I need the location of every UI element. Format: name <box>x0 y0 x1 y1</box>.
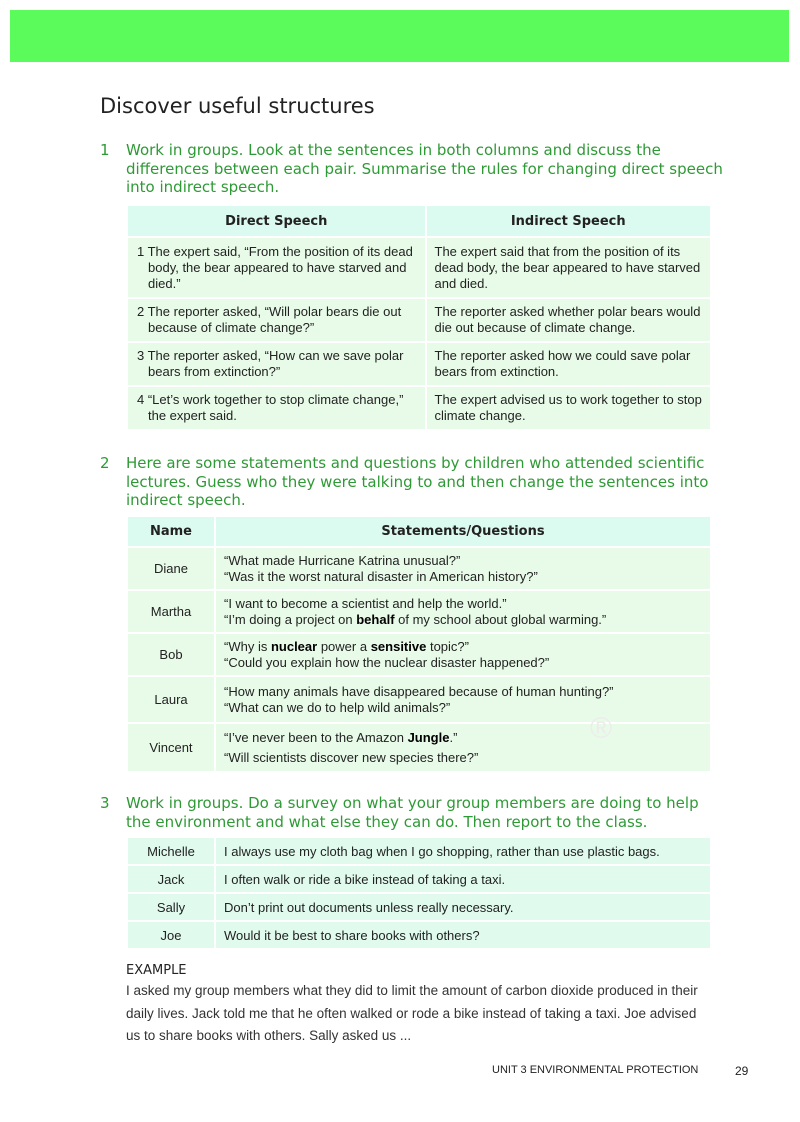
table-row <box>128 866 710 892</box>
task-3-instruction: Work in groups. Do a survey on what your group members are doing to help the environment and what else they can do. Then report to the class. <box>126 794 699 831</box>
table-header-row <box>128 206 710 236</box>
statement-line: “I want to become a scientist and help the world.” <box>224 595 507 611</box>
table-row <box>128 343 710 385</box>
member-name: Michelle <box>128 838 214 864</box>
table-row <box>128 387 710 429</box>
task-3-number: 3 <box>100 794 110 812</box>
vocabulary-word: Jungle <box>407 729 450 745</box>
direct-speech-cell: 1 The expert said, “From the position of its dead body, the bear appeared to have starved and died.” <box>128 238 425 297</box>
survey-table <box>126 836 712 950</box>
vocabulary-word: sensitive <box>370 638 427 654</box>
table-row <box>128 238 710 297</box>
task-2-instruction: Here are some statements and questions by children who attended scientific lectures. Guess who they were talking to and then change the sentences into indirect speech. <box>126 454 709 509</box>
statement-cell <box>216 634 710 675</box>
indirect-speech-cell: The reporter asked whether polar bears would die out because of climate change. <box>427 299 711 341</box>
top-color-bar <box>10 10 789 62</box>
header-name: Name <box>128 517 214 546</box>
statements-table <box>126 515 712 773</box>
text-segment: power a <box>317 638 371 654</box>
speech-comparison-table <box>126 204 712 431</box>
text-segment: “I’m doing a project on <box>224 611 357 627</box>
statement-line: “How many animals have disappeared because of human hunting?” <box>224 683 614 699</box>
direct-speech-cell: 2 The reporter asked, “Will polar bears die out because of climate change?” <box>128 299 425 341</box>
indirect-speech-cell: The reporter asked how we could save polar bears from extinction. <box>427 343 711 385</box>
direct-speech-cell: 4 “Let’s work together to stop climate change,” the expert said. <box>128 387 425 429</box>
header-direct-speech: Direct Speech <box>128 206 425 236</box>
indirect-speech-cell: The expert advised us to work together to stop climate change. <box>427 387 711 429</box>
text-segment: topic?” <box>426 638 469 654</box>
member-statement: I always use my cloth bag when I go shopping, rather than use plastic bags. <box>216 838 710 864</box>
member-statement: I often walk or ride a bike instead of taking a taxi. <box>216 866 710 892</box>
speaker-name: Vincent <box>128 724 214 771</box>
table-row <box>128 838 710 864</box>
table-row <box>128 634 710 675</box>
statement-line: “Was it the worst natural disaster in American history?” <box>224 568 538 584</box>
statement-line: “What can we do to help wild animals?” <box>224 699 451 715</box>
table-row <box>128 548 710 589</box>
member-name: Jack <box>128 866 214 892</box>
text-segment: “I’ve never been to the Amazon <box>224 729 408 745</box>
member-statement: Don’t print out documents unless really necessary. <box>216 894 710 920</box>
task-1-instruction: Work in groups. Look at the sentences in both columns and discuss the differences between each pair. Summarise the rules for changing direct speech into indirect speech. <box>126 141 723 196</box>
statement-cell <box>216 677 710 722</box>
statement-line: “Could you explain how the nuclear disaster happened?” <box>224 654 550 670</box>
unit-footer: UNIT 3 ENVIRONMENTAL PROTECTION <box>492 1064 699 1076</box>
speaker-name: Laura <box>128 677 214 722</box>
example-paragraph: I asked my group members what they did to limit the amount of carbon dioxide produced in their daily lives. Jack told me that he often walked or rode a bike instead of taking a taxi. Joe advised us to share books with others. Sally asked us ... <box>126 983 698 1043</box>
table-row <box>128 724 710 771</box>
statement-line <box>224 612 702 628</box>
task-1-number: 1 <box>100 141 110 159</box>
statement-line <box>224 730 702 746</box>
speaker-name: Martha <box>128 591 214 632</box>
text-segment: “Why is <box>224 638 271 654</box>
statement-cell <box>216 591 710 632</box>
vocabulary-word: behalf <box>356 611 395 627</box>
indirect-speech-cell: The expert said that from the position of its dead body, the bear appeared to have starved and died. <box>427 238 711 297</box>
header-indirect-speech: Indirect Speech <box>427 206 711 236</box>
speaker-name: Bob <box>128 634 214 675</box>
table-row <box>128 299 710 341</box>
statement-cell <box>216 724 710 771</box>
statement-line <box>224 639 702 655</box>
vocabulary-word: nuclear <box>270 638 318 654</box>
table-header-row <box>128 517 710 546</box>
text-segment: .” <box>449 729 458 745</box>
statement-cell <box>216 548 710 589</box>
speaker-name: Diane <box>128 548 214 589</box>
example-label: EXAMPLE <box>126 963 187 978</box>
text-segment: of my school about global warming.” <box>394 611 607 627</box>
statement-line: “What made Hurricane Katrina unusual?” <box>224 552 461 568</box>
table-row <box>128 922 710 948</box>
direct-speech-cell: 3 The reporter asked, “How can we save polar bears from extinction?” <box>128 343 425 385</box>
member-name: Joe <box>128 922 214 948</box>
task-2-number: 2 <box>100 454 110 472</box>
member-name: Sally <box>128 894 214 920</box>
member-statement: Would it be best to share books with others? <box>216 922 710 948</box>
registered-watermark: ® <box>590 712 613 745</box>
table-row <box>128 591 710 632</box>
header-statements: Statements/Questions <box>216 517 710 546</box>
page-number: 29 <box>735 1064 749 1078</box>
table-row <box>128 894 710 920</box>
statement-line: “Will scientists discover new species there?” <box>224 749 479 765</box>
table-row <box>128 677 710 722</box>
section-heading: Discover useful structures <box>100 94 375 118</box>
